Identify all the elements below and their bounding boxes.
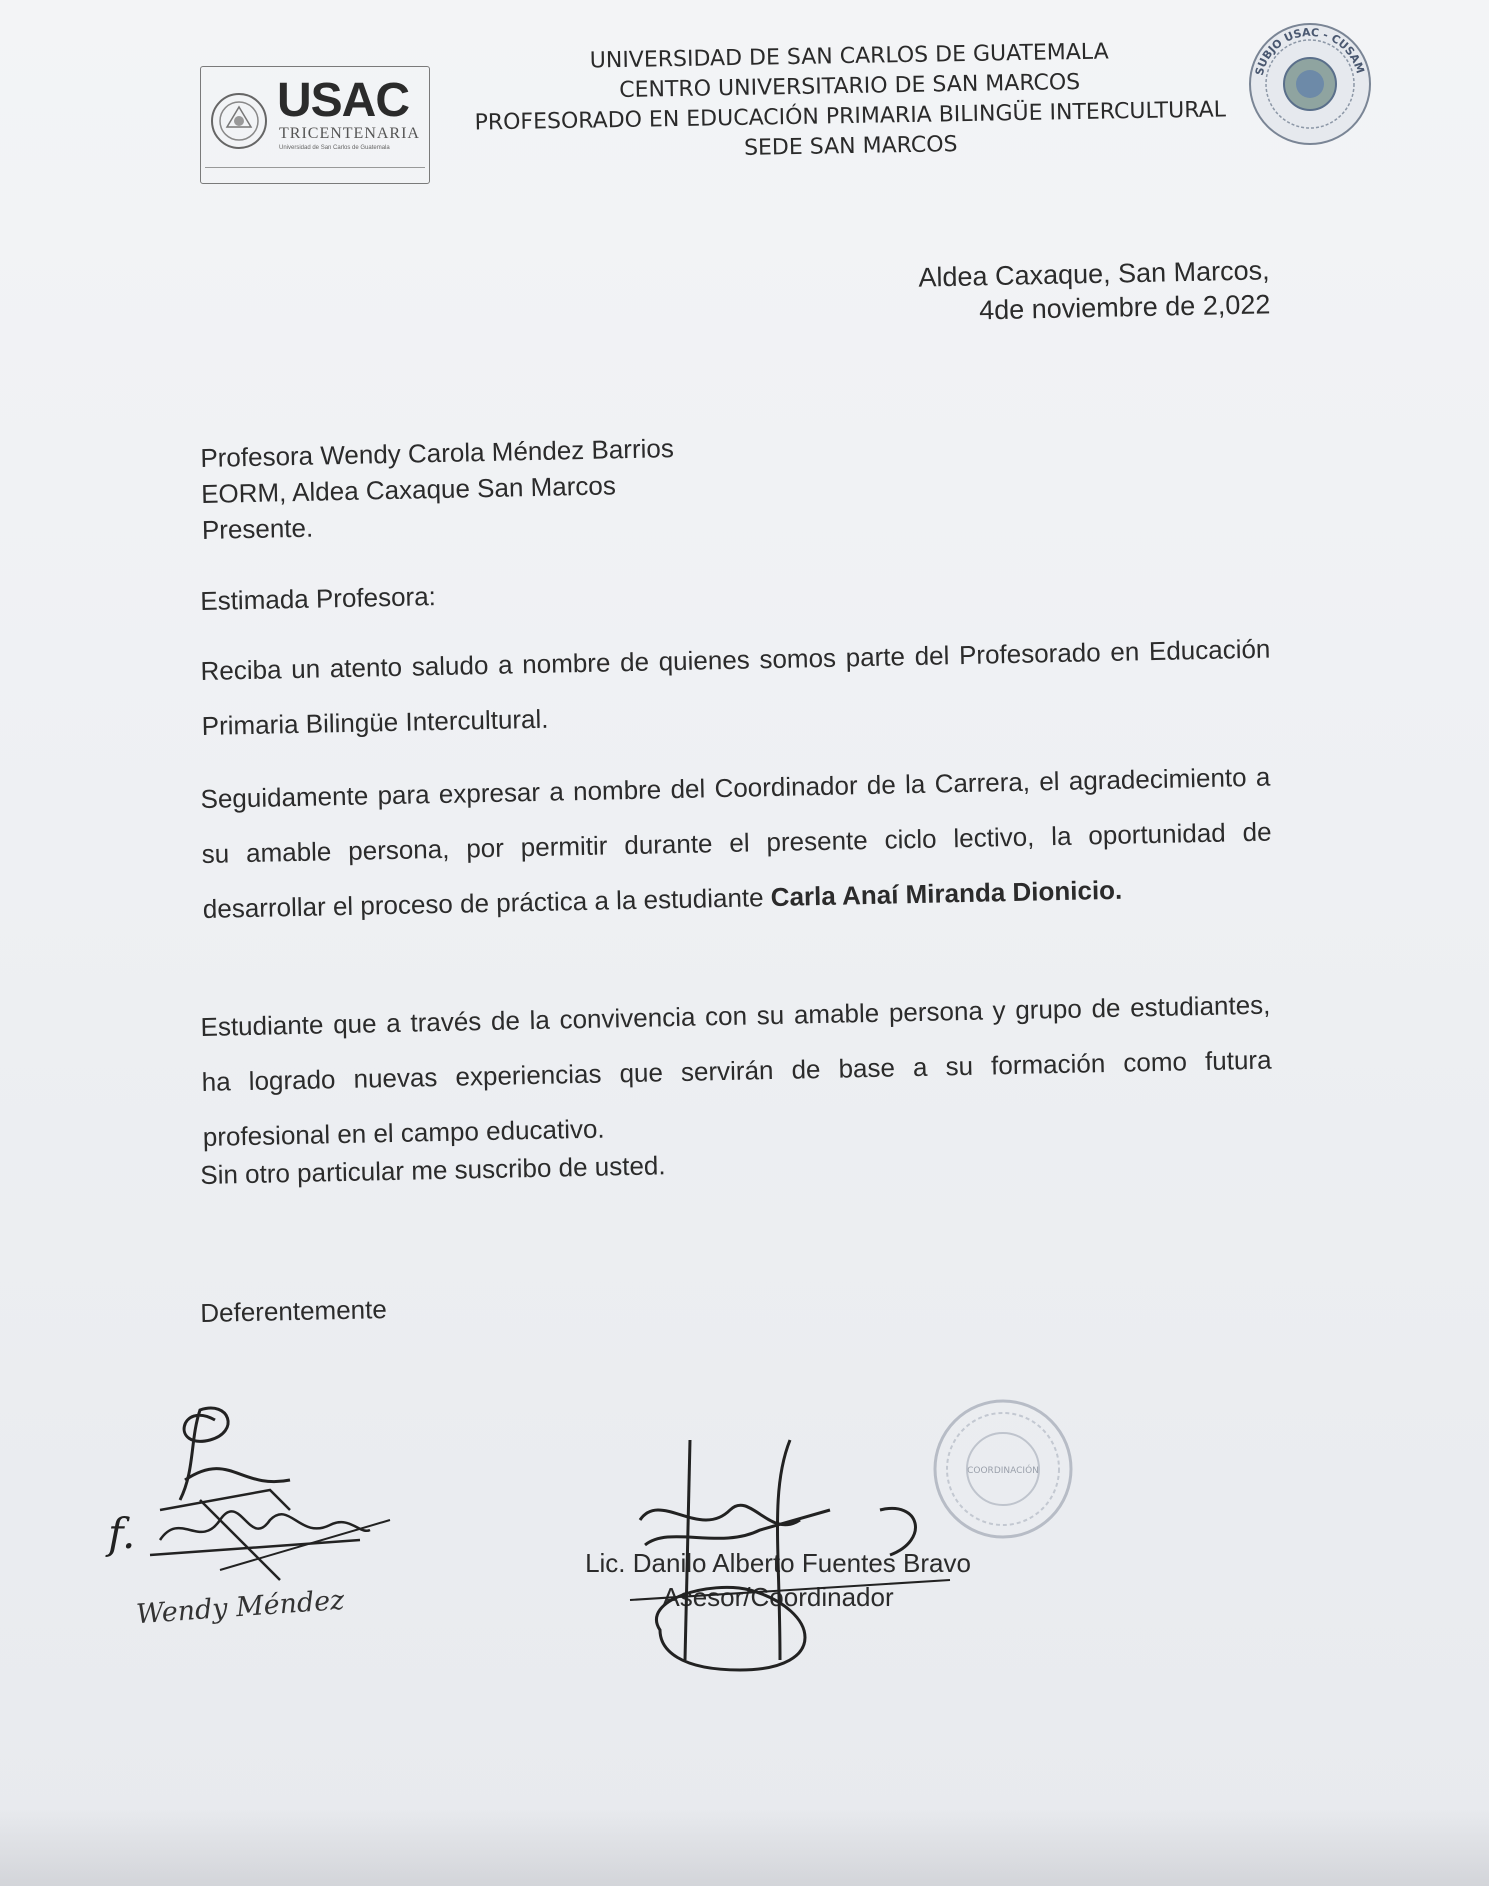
- logo-subtitle: TRICENTENARIA: [279, 125, 420, 142]
- closing-line: Sin otro particular me suscribo de usted.: [200, 1150, 666, 1190]
- signer-name: Lic. Danilo Alberto Fuentes Bravo: [585, 1548, 971, 1578]
- stamp-text: COORDINACIÓN: [967, 1466, 1039, 1476]
- recipient-presente: Presente.: [201, 512, 314, 545]
- paragraph-1: Reciba un atento saludo a nombre de quienes somos parte del Profesorado en Educación Primaria Bilingüe Intercultural.: [200, 633, 1271, 741]
- paragraph-2-text: Seguidamente para expresar a nombre del Coordinador de la Carrera, el agradecimiento a su amable persona, por permitir durante el presente ciclo lectivo, la oportunidad de desarrollar el proceso de práctica a la estudiante: [200, 761, 1272, 924]
- paragraph-2: [200, 750, 1273, 937]
- page-bottom-shadow: [0, 1806, 1489, 1886]
- regards: Deferentemente: [200, 1294, 388, 1328]
- paragraph-3: Estudiante que a través de la convivencia con su amable persona y grupo de estudiantes, ha logrado nuevas experiencias que servirán de base a su formación como futura profesional en el campo educativo.: [200, 989, 1272, 1152]
- recipient-institution: EORM, Aldea Caxaque San Marcos: [200, 470, 617, 509]
- date-place: Aldea Caxaque, San Marcos,: [918, 255, 1270, 293]
- header-line-2: CENTRO UNIVERSITARIO DE SAN MARCOS: [619, 69, 1081, 104]
- student-name: Carla Anaí Miranda Dionicio.: [770, 874, 1123, 913]
- letterhead: [459, 35, 1241, 169]
- recipient-block: [200, 418, 1272, 548]
- header-line-4: SEDE SAN MARCOS: [743, 132, 958, 161]
- logo-divider: [205, 167, 425, 168]
- recipient-name: Profesora Wendy Carola Méndez Barrios: [200, 433, 675, 473]
- seal-text: SUBJO USAC - CUSAM: [1252, 25, 1367, 77]
- usac-logo: [200, 66, 430, 184]
- header-line-3: PROFESORADO EN EDUCACIÓN PRIMARIA BILINGÜE INTERCULTURAL: [474, 97, 1227, 136]
- logo-small-text: Universidad de San Carlos de Guatemala: [279, 145, 390, 151]
- institution-seal-icon: [1246, 20, 1374, 148]
- letter-date: [819, 253, 1270, 330]
- signer-title: Asesor/Coordinador: [662, 1582, 894, 1612]
- date-day: 4de noviembre de 2,022: [978, 289, 1271, 326]
- header-line-1: UNIVERSIDAD DE SAN CARLOS DE GUATEMALA: [589, 39, 1109, 74]
- signature-prefix: f.: [108, 1509, 136, 1558]
- greeting: Estimada Profesora:: [200, 581, 437, 616]
- university-seal-icon: [209, 91, 269, 151]
- handwritten-name: Wendy Méndez: [135, 1584, 346, 1631]
- logo-wordmark: USAC: [277, 74, 410, 127]
- right-signature-icon: [600, 1430, 960, 1690]
